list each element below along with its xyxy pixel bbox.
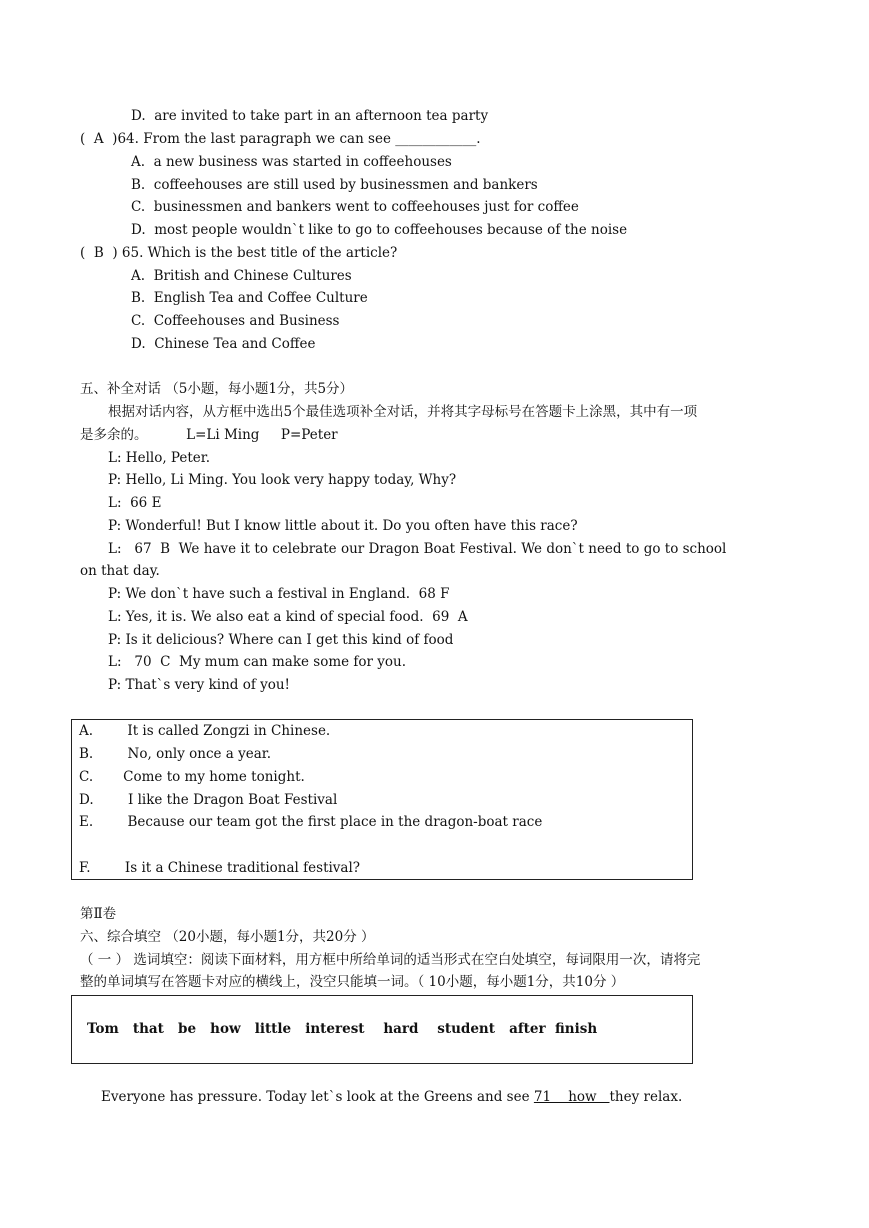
dialogue-line: P: Hello, Li Ming. You look very happy today, Why? [108, 472, 457, 488]
q64-option: C. businessmen and bankers went to coffeehouses just for coffee [131, 199, 579, 215]
q65-option: A. British and Chinese Cultures [131, 268, 352, 284]
dialogue-line: L: 67 B We have it to celebrate our Dragon Boat Festival. We don`t need to go to school [108, 541, 727, 557]
dialogue-option: C. Come to my home tonight. [79, 769, 305, 785]
dialogue-option: B. No, only once a year. [79, 746, 272, 762]
section5-instruction: 是多余的。 L=Li Ming P=Peter [80, 427, 338, 443]
section6-heading: 六、综合填空 （20小题，每小题1分，共20分 ） [80, 929, 375, 945]
dialogue-option: F. Is it a Chinese traditional festival? [79, 860, 361, 876]
dialogue-line: P: Wonderful! But I know little about it. Do you often have this race? [108, 518, 578, 534]
dialogue-option: A. It is called Zongzi in Chinese. [79, 723, 331, 739]
q65-option: D. Chinese Tea and Coffee [131, 336, 316, 352]
passage-text: Everyone has pressure. Today let`s look at the Greens and see [101, 1089, 534, 1105]
passage-text: they relax. [609, 1089, 683, 1105]
word-box-words: Tom that be how little interest hard student after finish [87, 1021, 598, 1037]
q65-option: C. Coffeehouses and Business [131, 313, 340, 329]
q64-stem: ( A )64. From the last paragraph we can see ____________. [80, 131, 481, 147]
dialogue-line: L: Hello, Peter. [108, 450, 211, 466]
dialogue-option: E. Because our team got the first place in the dragon-boat race [79, 814, 543, 830]
dialogue-line: L: 70 C My mum can make some for you. [108, 654, 407, 670]
dialogue-line: P: That`s very kind of you! [108, 677, 290, 693]
dialogue-line: L: 66 E [108, 495, 162, 511]
q65-stem: ( B ) 65. Which is the best title of the article? [80, 245, 398, 261]
dialogue-line: on that day. [80, 563, 160, 579]
part2-title: 第Ⅱ卷 [80, 906, 117, 922]
answer-blank: 71 how [533, 1089, 610, 1105]
dialogue-line: P: We don`t have such a festival in England. 68 F [108, 586, 450, 602]
section6-instruction: （ 一 ） 选词填空：阅读下面材料，用方框中所给单词的适当形式在空白处填空，每词限用一次，请将完 [80, 952, 701, 968]
section5-instruction: 根据对话内容，从方框中选出5个最佳选项补全对话，并将其字母标号在答题卡上涂黑，其中有一项 [108, 404, 698, 420]
q64-option: D. most people wouldn`t like to go to coffeehouses because of the noise [131, 222, 628, 238]
dialogue-line: P: Is it delicious? Where can I get this kind of food [108, 632, 454, 648]
q64-option: B. coffeehouses are still used by businessmen and bankers [131, 177, 538, 193]
q64-option: A. a new business was started in coffeehouses [131, 154, 452, 170]
section6-instruction: 整的单词填写在答题卡对应的横线上，没空只能填一词。（ 10小题，每小题1分，共10分 ） [80, 974, 625, 990]
q65-option: B. English Tea and Coffee Culture [131, 290, 368, 306]
dialogue-line: L: Yes, it is. We also eat a kind of special food. 69 A [108, 609, 468, 625]
passage-line [101, 1088, 682, 1106]
q63-option-d: D. are invited to take part in an afternoon tea party [131, 108, 489, 124]
section5-heading: 五、补全对话 （5小题，每小题1分，共5分） [80, 381, 354, 397]
dialogue-option: D. I like the Dragon Boat Festival [79, 792, 338, 808]
